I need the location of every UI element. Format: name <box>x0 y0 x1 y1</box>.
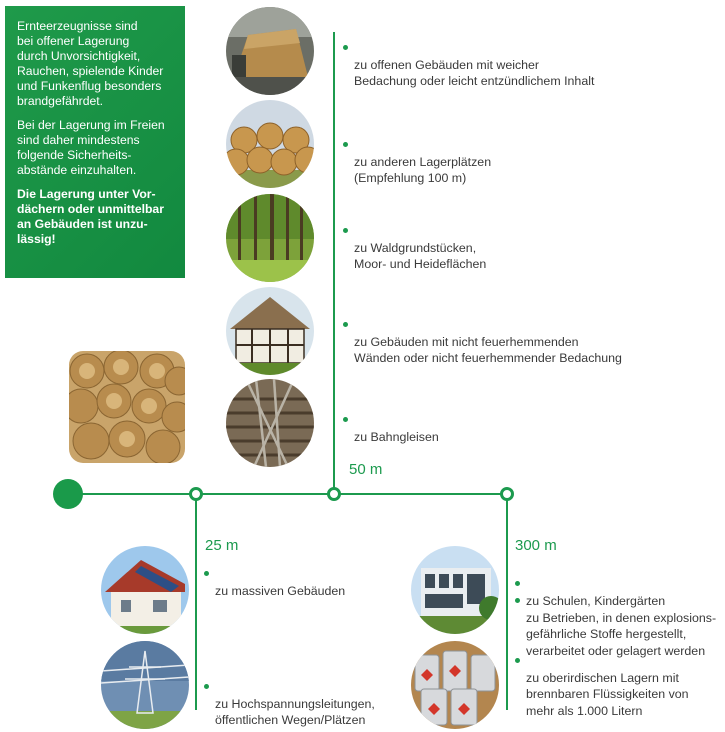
barn-hay-photo <box>226 7 314 95</box>
railway-tracks-photo <box>226 379 314 467</box>
list-item-text: zu offenen Gebäuden mit weicher Bedachung oder leicht entzündlichem Inhalt <box>354 57 595 88</box>
hay-stack-photo <box>69 351 185 463</box>
list-item <box>343 412 439 445</box>
list-item-text: zu Bahngleisen <box>354 429 439 444</box>
list-item-text: zu Betrieben, in denen explosions- gefährliche Stoffe hergestellt, verarbeitet oder gelagert werden <box>526 610 717 658</box>
bullet-icon <box>343 45 348 50</box>
distance-label-300: 300 m <box>515 537 557 554</box>
list-item-text: zu Hochspannungsleitungen, öffentlichen Wegen/Plätzen <box>215 696 375 727</box>
bullet-icon <box>343 322 348 327</box>
bullet-icon <box>204 684 209 689</box>
info-paragraph-2: Bei der Lagerung im Freien sind daher mindestens folgende Sicherheits- abstände einzuhalten. <box>17 118 165 177</box>
list-item-text: zu anderen Lagerplätzen (Empfehlung 100 m) <box>354 154 492 185</box>
power-pylon-photo <box>101 641 189 729</box>
list-item <box>343 137 491 187</box>
solar-house-photo <box>101 546 189 634</box>
hay-bales-photo <box>226 100 314 188</box>
list-item-text: zu massiven Gebäuden <box>215 583 346 598</box>
bullet-icon <box>343 228 348 233</box>
node-300 <box>502 489 513 500</box>
list-item <box>343 40 594 90</box>
list-item-text: zu Gebäuden mit nicht feuerhemmenden Wänden oder nicht feuerhemmender Bedachung <box>354 334 622 365</box>
bullet-icon <box>515 598 520 603</box>
bullet-icon <box>515 581 520 586</box>
forest-photo <box>226 194 314 282</box>
distance-label-50: 50 m <box>349 461 383 478</box>
list-item <box>343 317 622 367</box>
bullet-icon <box>204 571 209 576</box>
node-25 <box>191 489 202 500</box>
school-building-photo <box>411 546 499 634</box>
node-50 <box>329 489 340 500</box>
distance-label-25: 25 m <box>205 537 239 554</box>
list-item <box>515 593 716 659</box>
info-paragraph-warning: Die Lagerung unter Vor- dächern oder unmittelbar an Gebäuden ist unzu- lässig! <box>17 187 164 246</box>
list-item-text: zu oberirdischen Lagern mit brennbaren Flüssigkeiten von mehr als 1.000 Litern <box>526 670 689 718</box>
list-item <box>343 223 486 273</box>
bullet-icon <box>343 417 348 422</box>
list-item <box>204 679 375 729</box>
bullet-icon <box>343 142 348 147</box>
origin-marker <box>53 479 83 509</box>
half-timbered-house-photo <box>226 287 314 375</box>
list-item <box>515 653 689 719</box>
info-paragraph-1: Ernteerzeugnisse sind bei offener Lagerung durch Unvorsichtigkeit, Rauchen, spielende Kinder und Funkenflug besonders brandgefährdet. <box>17 19 164 108</box>
list-item <box>204 566 345 599</box>
list-item-text: zu Schulen, Kindergärten <box>526 593 666 608</box>
chemical-barrels-photo <box>411 641 499 729</box>
bullet-icon <box>515 658 520 663</box>
list-item-text: zu Waldgrundstücken, Moor- und Heideflächen <box>354 240 487 271</box>
